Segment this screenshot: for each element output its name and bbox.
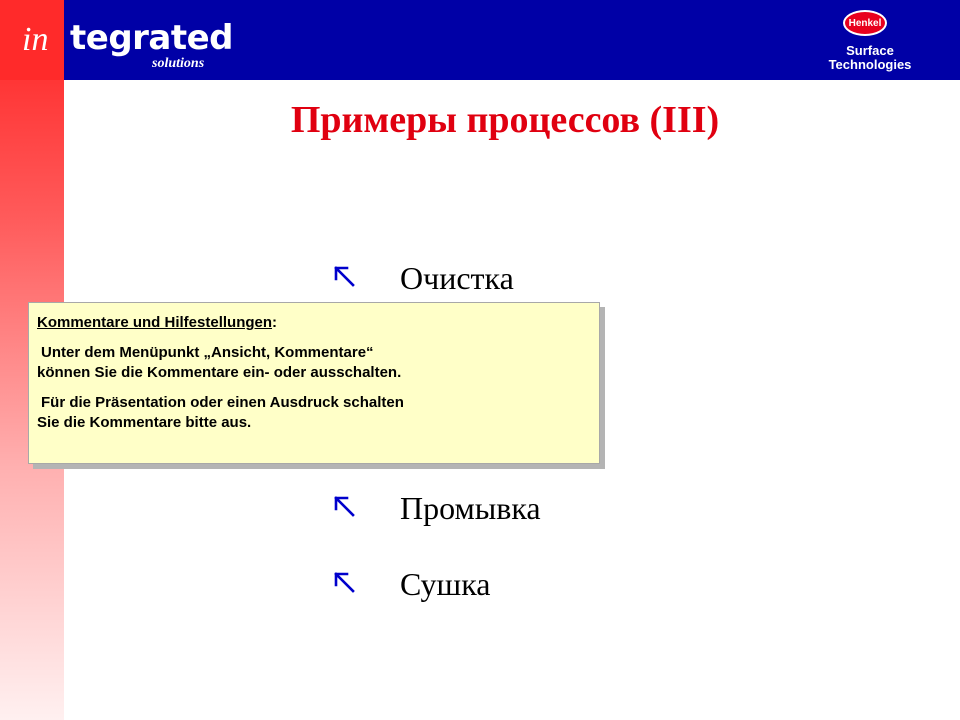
arrow-up-left-icon xyxy=(334,572,356,594)
comment-para1-line2: können Sie die Kommentare ein- oder ausschalten. xyxy=(37,364,402,381)
logo-solutions-text: solutions xyxy=(152,56,205,71)
comment-heading-colon: : xyxy=(272,314,278,331)
logo-in-text: in xyxy=(22,21,49,58)
comment-para1-line1: Unter dem Menüpunkt „Ansicht, Kommentare“ xyxy=(41,344,374,361)
arrow-up-left-icon xyxy=(334,266,356,288)
henkel-brand-text xyxy=(820,44,920,72)
comment-heading: Kommentare und Hilfestellungen xyxy=(37,314,273,331)
henkel-oval-text: Henkel xyxy=(848,17,882,29)
henkel-line2: Technologies xyxy=(828,57,912,72)
arrow-up-left-icon xyxy=(334,496,356,518)
slide-title: Примеры процессов (III) xyxy=(290,99,720,141)
henkel-oval-icon xyxy=(843,10,887,36)
comment-para2-line1: Für die Präsentation oder einen Ausdruck schalten xyxy=(41,394,404,411)
comment-heading-line xyxy=(37,313,591,333)
comment-para2-line2: Sie die Kommentare bitte aus. xyxy=(37,414,252,431)
comment-note-box[interactable] xyxy=(28,302,600,464)
list-item-label: Очистка xyxy=(400,260,514,296)
list-item-label: Промывка xyxy=(400,490,541,526)
comment-paragraph-1 xyxy=(37,343,591,383)
list-item-label: Сушка xyxy=(400,566,491,602)
comment-paragraph-2 xyxy=(37,393,591,433)
henkel-line1: Surface xyxy=(846,43,894,58)
logo-tegrated-text: tegrated xyxy=(70,18,234,58)
